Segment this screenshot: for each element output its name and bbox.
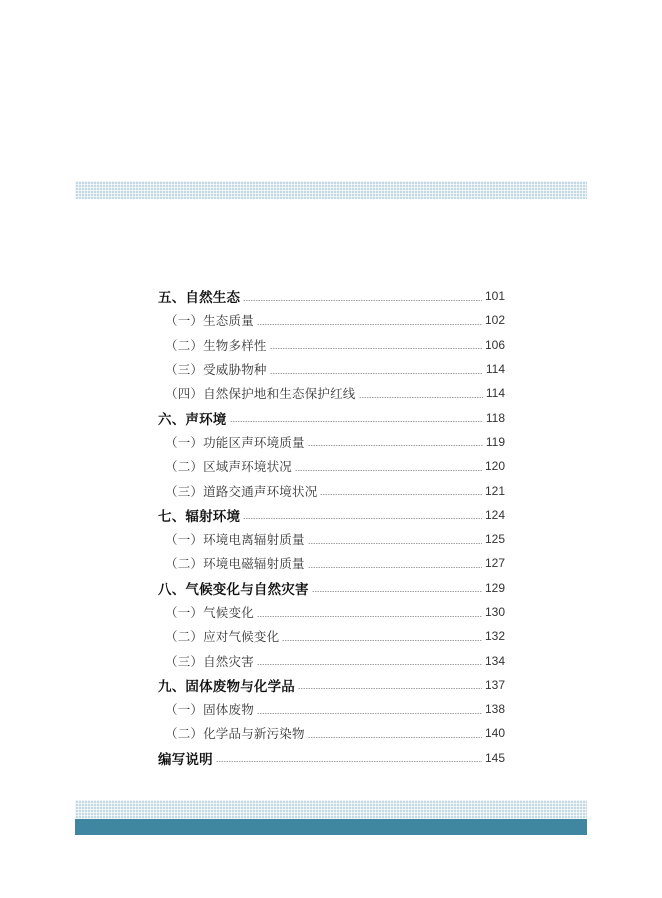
toc-entry-title: 八、气候变化与自然灾害 xyxy=(158,581,309,598)
toc-page-number: 102 xyxy=(484,313,505,328)
toc-entry-title: （一）功能区声环境质量 xyxy=(165,434,305,450)
toc-page-number: 130 xyxy=(484,605,505,619)
toc-page-number: 145 xyxy=(484,750,505,765)
toc-section-entry[interactable] xyxy=(158,697,505,721)
toc-page-number: 137 xyxy=(484,677,505,692)
toc-page-number: 114 xyxy=(485,386,505,401)
toc-chapter-entry[interactable] xyxy=(158,405,505,429)
toc-section-entry[interactable] xyxy=(158,721,505,745)
toc-entry-title: （一）气候变化 xyxy=(165,605,254,620)
toc-entry-title: （三）道路交通声环境状况 xyxy=(165,483,318,499)
toc-section-entry[interactable] xyxy=(158,381,505,405)
toc-entry-title: （三）受威胁物种 xyxy=(165,362,267,378)
toc-page-number: 129 xyxy=(484,580,505,595)
toc-dot-leader xyxy=(308,445,483,446)
toc-chapter-entry[interactable] xyxy=(158,576,505,600)
toc-section-entry[interactable] xyxy=(158,527,505,551)
toc-dot-leader xyxy=(257,324,482,325)
toc-page-number: 101 xyxy=(484,289,505,304)
toc-section-entry[interactable] xyxy=(158,454,505,478)
toc-dot-leader xyxy=(230,421,483,422)
toc-entry-title: 五、自然生态 xyxy=(158,290,241,307)
toc-entry-title: 七、辐射环境 xyxy=(158,508,241,525)
toc-dot-leader xyxy=(282,640,482,641)
table-of-contents xyxy=(158,284,505,770)
toc-page-number: 132 xyxy=(484,629,505,644)
toc-page-number: 125 xyxy=(484,532,505,547)
toc-entry-title: （二）区域声环境状况 xyxy=(165,459,293,475)
toc-section-entry[interactable] xyxy=(158,357,505,381)
toc-chapter-entry[interactable] xyxy=(158,746,505,770)
footer-bar xyxy=(75,819,587,835)
toc-page-number: 138 xyxy=(484,702,505,717)
toc-entry-title: （三）自然灾害 xyxy=(165,653,254,669)
toc-dot-leader xyxy=(257,713,482,714)
toc-page-number: 127 xyxy=(484,556,505,571)
toc-section-entry[interactable] xyxy=(158,624,505,648)
toc-dot-leader xyxy=(298,688,482,689)
toc-section-entry[interactable] xyxy=(158,551,505,575)
toc-section-entry[interactable] xyxy=(158,333,505,357)
bottom-decorative-band xyxy=(75,800,587,819)
toc-chapter-entry[interactable] xyxy=(158,673,505,697)
toc-section-entry[interactable] xyxy=(158,308,505,332)
toc-dot-leader xyxy=(270,348,482,349)
toc-dot-leader xyxy=(216,761,482,762)
toc-chapter-entry[interactable] xyxy=(158,503,505,527)
toc-section-entry[interactable] xyxy=(158,478,505,502)
toc-dot-leader xyxy=(243,518,482,519)
toc-section-entry[interactable] xyxy=(158,430,505,454)
toc-chapter-entry[interactable] xyxy=(158,284,505,308)
toc-dot-leader xyxy=(312,591,482,592)
toc-dot-leader xyxy=(359,397,483,398)
toc-dot-leader xyxy=(320,494,482,495)
toc-page-number: 140 xyxy=(484,726,505,741)
toc-dot-leader xyxy=(308,737,482,738)
toc-page-number: 118 xyxy=(485,410,505,425)
toc-dot-leader xyxy=(295,470,482,471)
toc-dot-leader xyxy=(270,373,483,374)
toc-dot-leader xyxy=(308,567,482,568)
toc-entry-title: 六、声环境 xyxy=(158,411,227,428)
toc-section-entry[interactable] xyxy=(158,600,505,624)
toc-page-number: 106 xyxy=(484,337,505,352)
toc-entry-title: （一）固体废物 xyxy=(165,702,254,718)
toc-dot-leader xyxy=(257,616,482,617)
toc-entry-title: （二）应对气候变化 xyxy=(165,629,280,645)
toc-page-number: 119 xyxy=(485,434,505,449)
toc-entry-title: （二）化学品与新污染物 xyxy=(165,726,305,742)
toc-entry-title: （二）生物多样性 xyxy=(165,337,267,353)
toc-dot-leader xyxy=(257,664,482,665)
toc-entry-title: 九、固体废物与化学品 xyxy=(158,678,295,695)
toc-dot-leader xyxy=(243,300,482,301)
toc-entry-title: 编写说明 xyxy=(158,751,213,768)
toc-dot-leader xyxy=(308,543,482,544)
toc-page-number: 134 xyxy=(484,653,505,668)
toc-page-number: 124 xyxy=(484,507,505,522)
top-decorative-band xyxy=(75,181,587,199)
toc-entry-title: （二）环境电磁辐射质量 xyxy=(165,556,305,572)
toc-section-entry[interactable] xyxy=(158,648,505,672)
toc-page-number: 120 xyxy=(484,459,505,474)
toc-page-number: 114 xyxy=(485,362,505,377)
toc-page-number: 121 xyxy=(484,483,505,498)
toc-entry-title: （一）生态质量 xyxy=(165,313,254,329)
toc-entry-title: （四）自然保护地和生态保护红线 xyxy=(165,386,356,402)
toc-entry-title: （一）环境电离辐射质量 xyxy=(165,532,305,548)
